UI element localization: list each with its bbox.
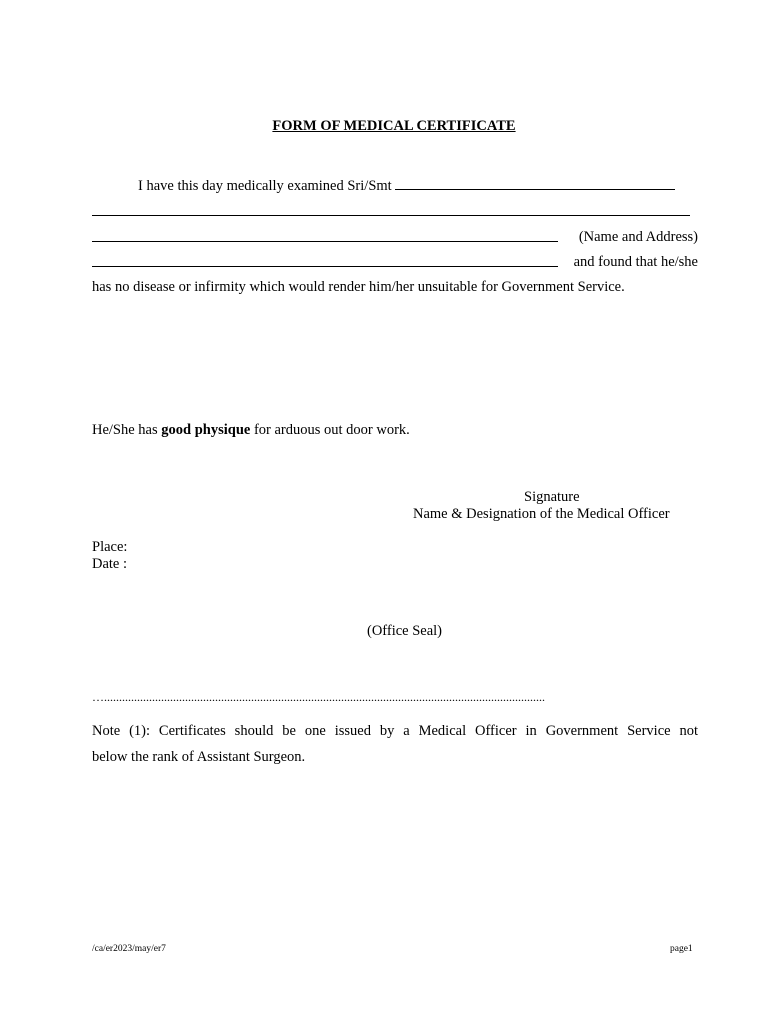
name-blank-3[interactable]	[92, 229, 558, 242]
officer-designation: Name & Designation of the Medical Officer	[413, 506, 670, 522]
date-label: Date :	[92, 556, 128, 572]
examined-text: I have this day medically examined Sri/Smt	[138, 178, 392, 194]
note-line-1: Note (1): Certificates should be one issued by a Medical Officer in Government Service not	[92, 723, 698, 739]
name-address-label: (Name and Address)	[578, 229, 698, 245]
note-line-2: below the rank of Assistant Surgeon.	[92, 749, 306, 765]
name-blank-1[interactable]	[395, 177, 675, 190]
found-line	[92, 254, 698, 272]
found-text: and found that he/she	[573, 254, 698, 270]
footer-reference: /ca/er2023/may/er7	[92, 944, 166, 954]
examined-line	[138, 177, 698, 195]
physique-bold: good physique	[161, 422, 251, 438]
name-address-line	[92, 229, 698, 247]
closing-text: has no disease or infirmity which would render him/her unsuitable for Government Service.	[92, 279, 625, 295]
page-title: FORM OF MEDICAL CERTIFICATE	[272, 118, 516, 134]
name-blank-4[interactable]	[92, 254, 558, 267]
name-blank-2[interactable]	[92, 203, 690, 221]
physique-post: for arduous out door work.	[253, 422, 410, 438]
office-seal: (Office Seal)	[367, 623, 443, 639]
place-label: Place:	[92, 539, 128, 555]
separator-dots: …...................................................................................................................................................	[92, 690, 545, 704]
page-number: page1	[670, 944, 693, 954]
physique-statement	[92, 422, 410, 439]
signature-label: Signature	[524, 489, 580, 505]
physique-pre: He/She has	[92, 422, 158, 438]
